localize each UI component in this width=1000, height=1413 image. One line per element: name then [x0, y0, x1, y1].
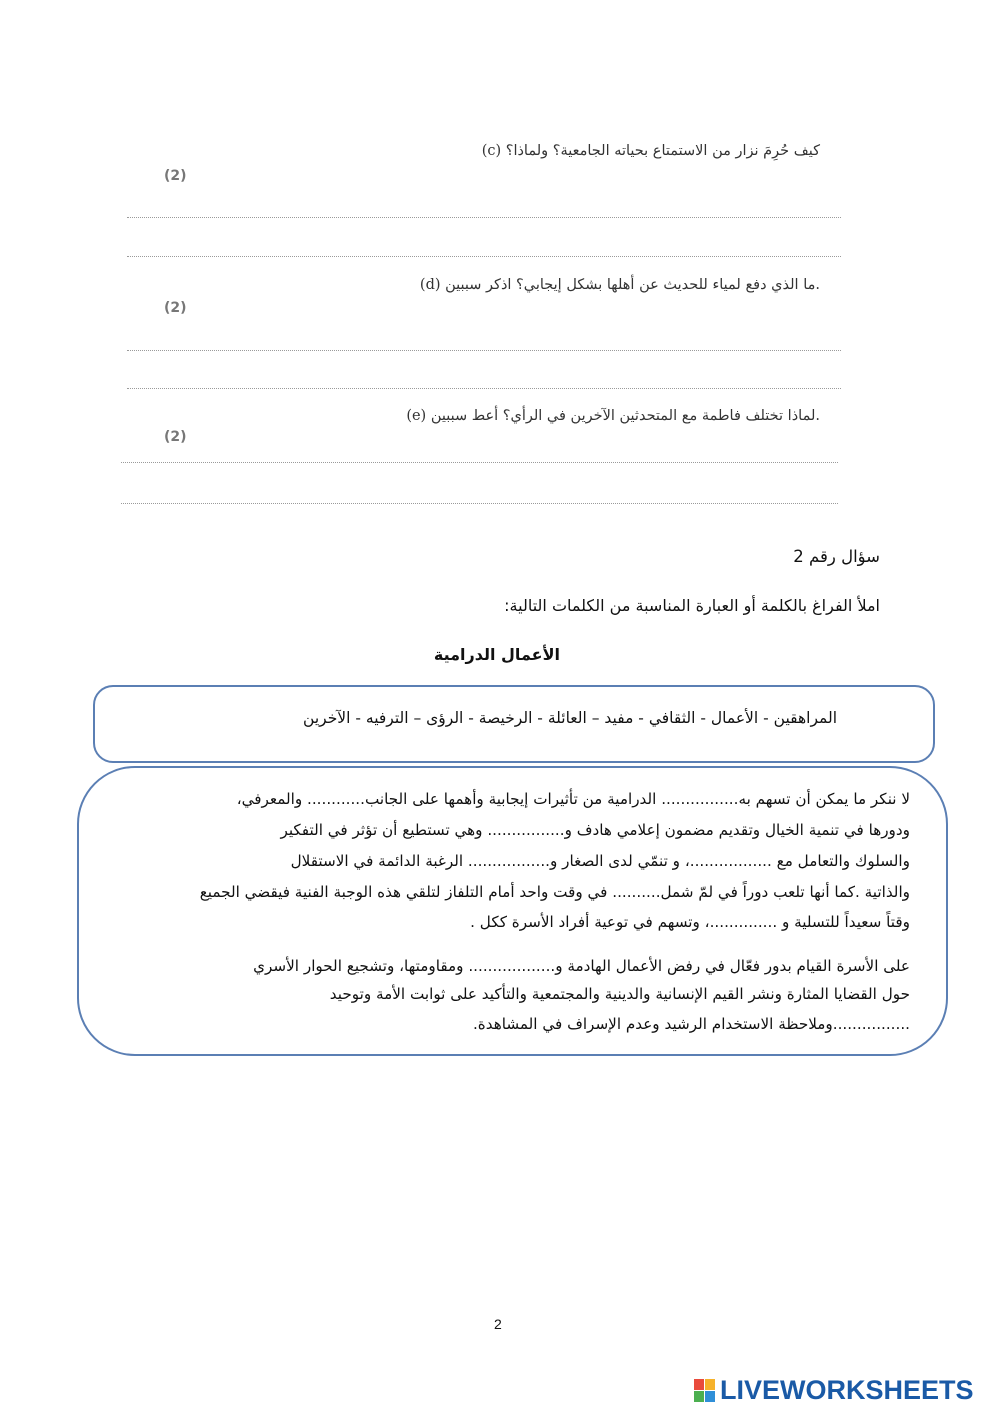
question-e-marks: (2) [164, 429, 187, 445]
liveworksheets-logo-icon [694, 1379, 716, 1403]
question-c: (c) كيف حُرِمَ نزار من الاستمتاع بحياته الجامعية؟ ولماذا؟ [481, 143, 820, 159]
answer-line-e-2[interactable] [121, 503, 838, 504]
passage-line-8: ................وملاحظة الاستخدام الرشيد وعدم الإسراف في المشاهدة. [472, 1015, 910, 1033]
section2-title: الأعمال الدرامية [433, 645, 560, 664]
passage-line-6: على الأسرة القيام بدور فعّال في رفض الأعمال الهادمة و.................. ومقاومتها، وتشجيع الحوار الأسري [253, 957, 910, 975]
passage-line-7: حول القضايا المثارة ونشر القيم الإنسانية والدينية والمجتمعية والتأكيد على ثوابت الأمة وتوحيد [329, 985, 910, 1003]
passage-line-1: لا ننكر ما يمكن أن تسهم به................ الدرامية من تأثيرات إيجابية وأهمها على الجانب............ والمعرفي، [236, 790, 910, 808]
answer-line-d-1[interactable] [127, 350, 841, 351]
answer-line-c-1[interactable] [127, 217, 841, 218]
passage-line-5: وقتاً سعيداً للتسلية و ..............، وتسهم في توعية أفراد الأسرة ككل . [470, 913, 910, 931]
section2-heading: سؤال رقم 2 [793, 547, 880, 566]
question-c-marks: (2) [164, 168, 187, 184]
passage-box [77, 766, 948, 1056]
passage-line-3: والسلوك والتعامل مع .................، و تنمّي لدى الصغار و................. الرغبة الدائمة في الاستقلال [290, 852, 910, 870]
answer-line-d-2[interactable] [127, 388, 841, 389]
question-d: (d) ما الذي دفع لمياء للحديث عن أهلها بشكل إيجابي؟ اذكر سببين. [419, 277, 820, 293]
passage-line-2: ودورها في تنمية الخيال وتقديم مضمون إعلامي هادف و................ وهي تستطيع أن تؤثر في التفكير [280, 821, 910, 839]
answer-line-e-1[interactable] [121, 462, 838, 463]
liveworksheets-logo[interactable] [694, 1375, 974, 1406]
liveworksheets-logo-text: LIVEWORKSHEETS [720, 1375, 974, 1405]
page-number: 2 [494, 1316, 502, 1332]
word-bank-box [93, 685, 935, 763]
section2-instruction: املأ الفراغ بالكلمة أو العبارة المناسبة من الكلمات التالية: [504, 596, 880, 615]
question-d-marks: (2) [164, 300, 187, 316]
passage-line-4: والذاتية .كما أنها تلعب دوراً في لمّ شمل.......... في وقت واحد أمام التلفاز لتلقي هذه الوجبة الفنية فيقضي الجميع [199, 883, 910, 901]
word-bank: المراهقين - الأعمال - الثقافي - مفيد – العائلة - الرخيصة - الرؤى – الترفيه - الآخرين [303, 709, 837, 727]
question-e: (e) لماذا تختلف فاطمة مع المتحدثين الآخرين في الرأي؟ أعط سببين. [406, 408, 820, 424]
answer-line-c-2[interactable] [127, 256, 841, 257]
